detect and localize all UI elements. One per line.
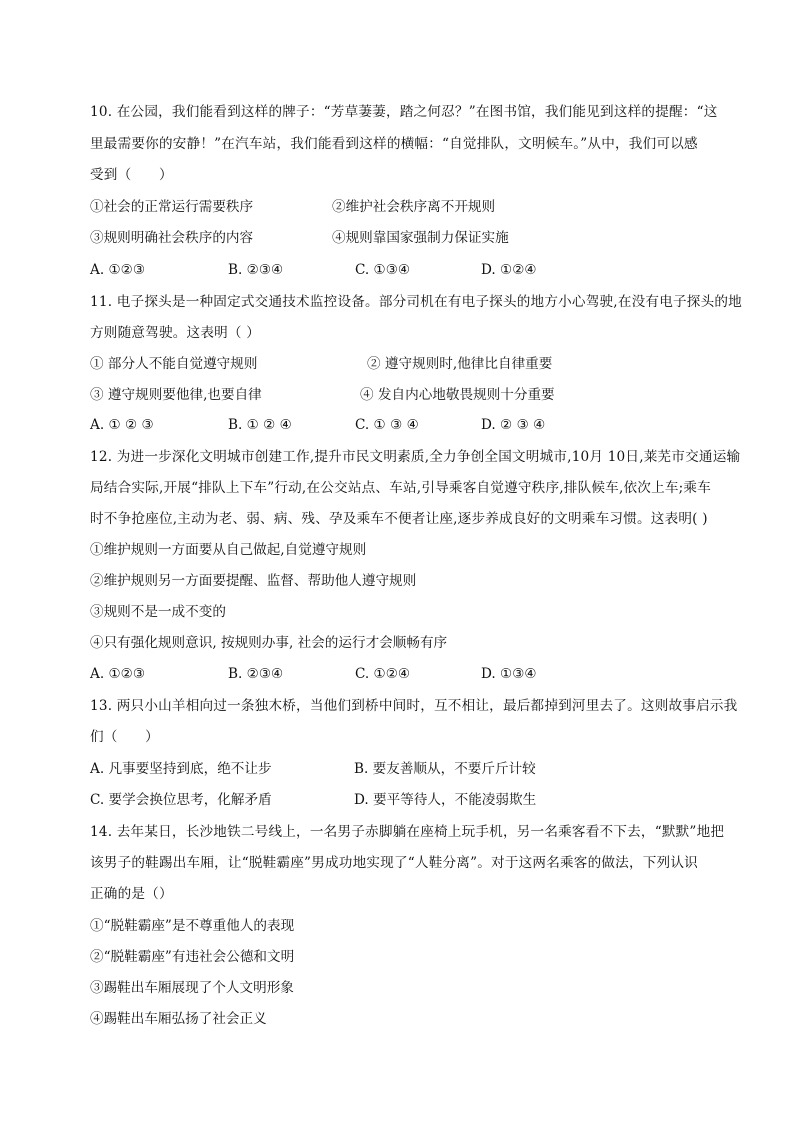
question-14-stem-line-3: 正确的是（） <box>90 886 173 902</box>
question-14-stem-line-1: 14. 去年某日，长沙地铁二号线上，一名男子赤脚躺在座椅上玩手机，另一名乘客看不下去，“默默”地把 <box>90 824 725 840</box>
question-12-statement-4: ④只有强化规则意识, 按规则办事, 社会的运行才会顺畅有序 <box>90 635 448 651</box>
question-13-stem-line-1: 13. 两只小山羊相向过一条独木桥，当他们到桥中间时，互不相让，最后都掉到河里去了。这则故事启示我 <box>90 698 738 714</box>
question-12-choice-c[interactable]: C. ①②④ <box>355 666 411 682</box>
question-12-stem-line-3: 时不争抢座位,主动为老、弱、病、残、孕及乘车不便者让座,逐步养成良好的文明乘车习惯。这表明( ) <box>90 511 708 527</box>
question-10-choice-b[interactable]: B. ②③④ <box>228 262 284 278</box>
question-13-choice-a[interactable]: A. 凡事要坚持到底，绝不让步 <box>90 761 272 777</box>
question-11-stem-line-1: 11. 电子探头是一种固定式交通技术监控设备。部分司机在有电子探头的地方小心驾驶,在没有电子探头的地 <box>90 294 742 310</box>
question-13-choice-d[interactable]: D. 要平等待人，不能凌弱欺生 <box>354 792 537 808</box>
question-11-choice-d[interactable]: D. ② ③ ④ <box>481 417 546 433</box>
question-11-statement-1: ① 部分人不能自觉遵守规则 <box>90 356 258 372</box>
question-10-statement-2: ②维护社会秩序离不开规则 <box>332 199 496 215</box>
question-13-choice-c[interactable]: C. 要学会换位思考，化解矛盾 <box>90 792 272 808</box>
question-10-statement-4: ④规则靠国家强制力保证实施 <box>332 230 509 246</box>
question-10-statement-1: ①社会的正常运行需要秩序 <box>90 199 254 215</box>
question-12-statement-2: ②维护规则另一方面要提醒、监督、帮助他人遵守规则 <box>90 573 417 589</box>
question-13-choice-b[interactable]: B. 要友善顺从，不要斤斤计较 <box>354 761 536 777</box>
question-11-statement-2: ② 遵守规则时,他律比自律重要 <box>367 356 553 372</box>
question-12-choice-a[interactable]: A. ①②③ <box>90 666 146 682</box>
question-12-stem-line-1: 12. 为进一步深化文明城市创建工作,提升市民文明素质,全力争创全国文明城市,10月 10日,莱芜市交通运输 <box>90 449 741 465</box>
question-11-choice-b[interactable]: B. ① ② ④ <box>228 417 292 433</box>
question-14-stem-line-2: 该男子的鞋踢出车厢，让“脱鞋霸座”男成功地实现了“人鞋分离”。对于这两名乘客的做法，下列认识 <box>90 855 698 871</box>
question-12-stem-line-2: 局结合实际,开展“排队上下车”行动,在公交站点、车站,引导乘客自觉遵守秩序,排队候车,依次上车;乘车 <box>90 480 712 496</box>
question-10-stem-line-3: 受到（ ） <box>90 167 173 183</box>
question-12-choice-d[interactable]: D. ①③④ <box>481 666 537 682</box>
question-11-statement-4: ④ 发自内心地敬畏规则十分重要 <box>360 387 555 403</box>
question-14-statement-2: ②“脱鞋霸座”有违社会公德和文明 <box>90 949 295 965</box>
question-11-choice-c[interactable]: C. ① ③ ④ <box>355 417 419 433</box>
question-14-statement-3: ③踢鞋出车厢展现了个人文明形象 <box>90 980 294 996</box>
question-14-statement-4: ④踢鞋出车厢弘扬了社会正义 <box>90 1011 267 1027</box>
question-10-stem-line-2: 里最需要你的安静！”在汽车站，我们能看到这样的横幅：“自觉排队，文明候车。”从中，我们可以感 <box>90 136 698 152</box>
question-10-choice-d[interactable]: D. ①②④ <box>481 262 537 278</box>
question-11-statement-3: ③ 遵守规则要他律,也要自律 <box>90 387 262 403</box>
question-10-choice-c[interactable]: C. ①③④ <box>355 262 411 278</box>
question-10-choice-a[interactable]: A. ①②③ <box>90 262 146 278</box>
question-12-statement-3: ③规则不是一成不变的 <box>90 604 226 620</box>
question-12-choice-b[interactable]: B. ②③④ <box>228 666 284 682</box>
question-11-stem-line-2: 方则随意驾驶。这表明（ ） <box>90 325 261 341</box>
question-10-stem-line-1: 10. 在公园，我们能看到这样的牌子：“芳草萋萋，踏之何忍？”在图书馆，我们能见到这样的提醒：“这 <box>90 104 718 120</box>
question-11-choice-a[interactable]: A. ① ② ③ <box>90 417 154 433</box>
question-14-statement-1: ①“脱鞋霸座”是不尊重他人的表现 <box>90 918 295 934</box>
question-13-stem-line-2: 们（ ） <box>90 729 159 745</box>
question-12-statement-1: ①维护规则一方面要从自己做起,自觉遵守规则 <box>90 542 367 558</box>
question-10-statement-3: ③规则明确社会秩序的内容 <box>90 230 254 246</box>
